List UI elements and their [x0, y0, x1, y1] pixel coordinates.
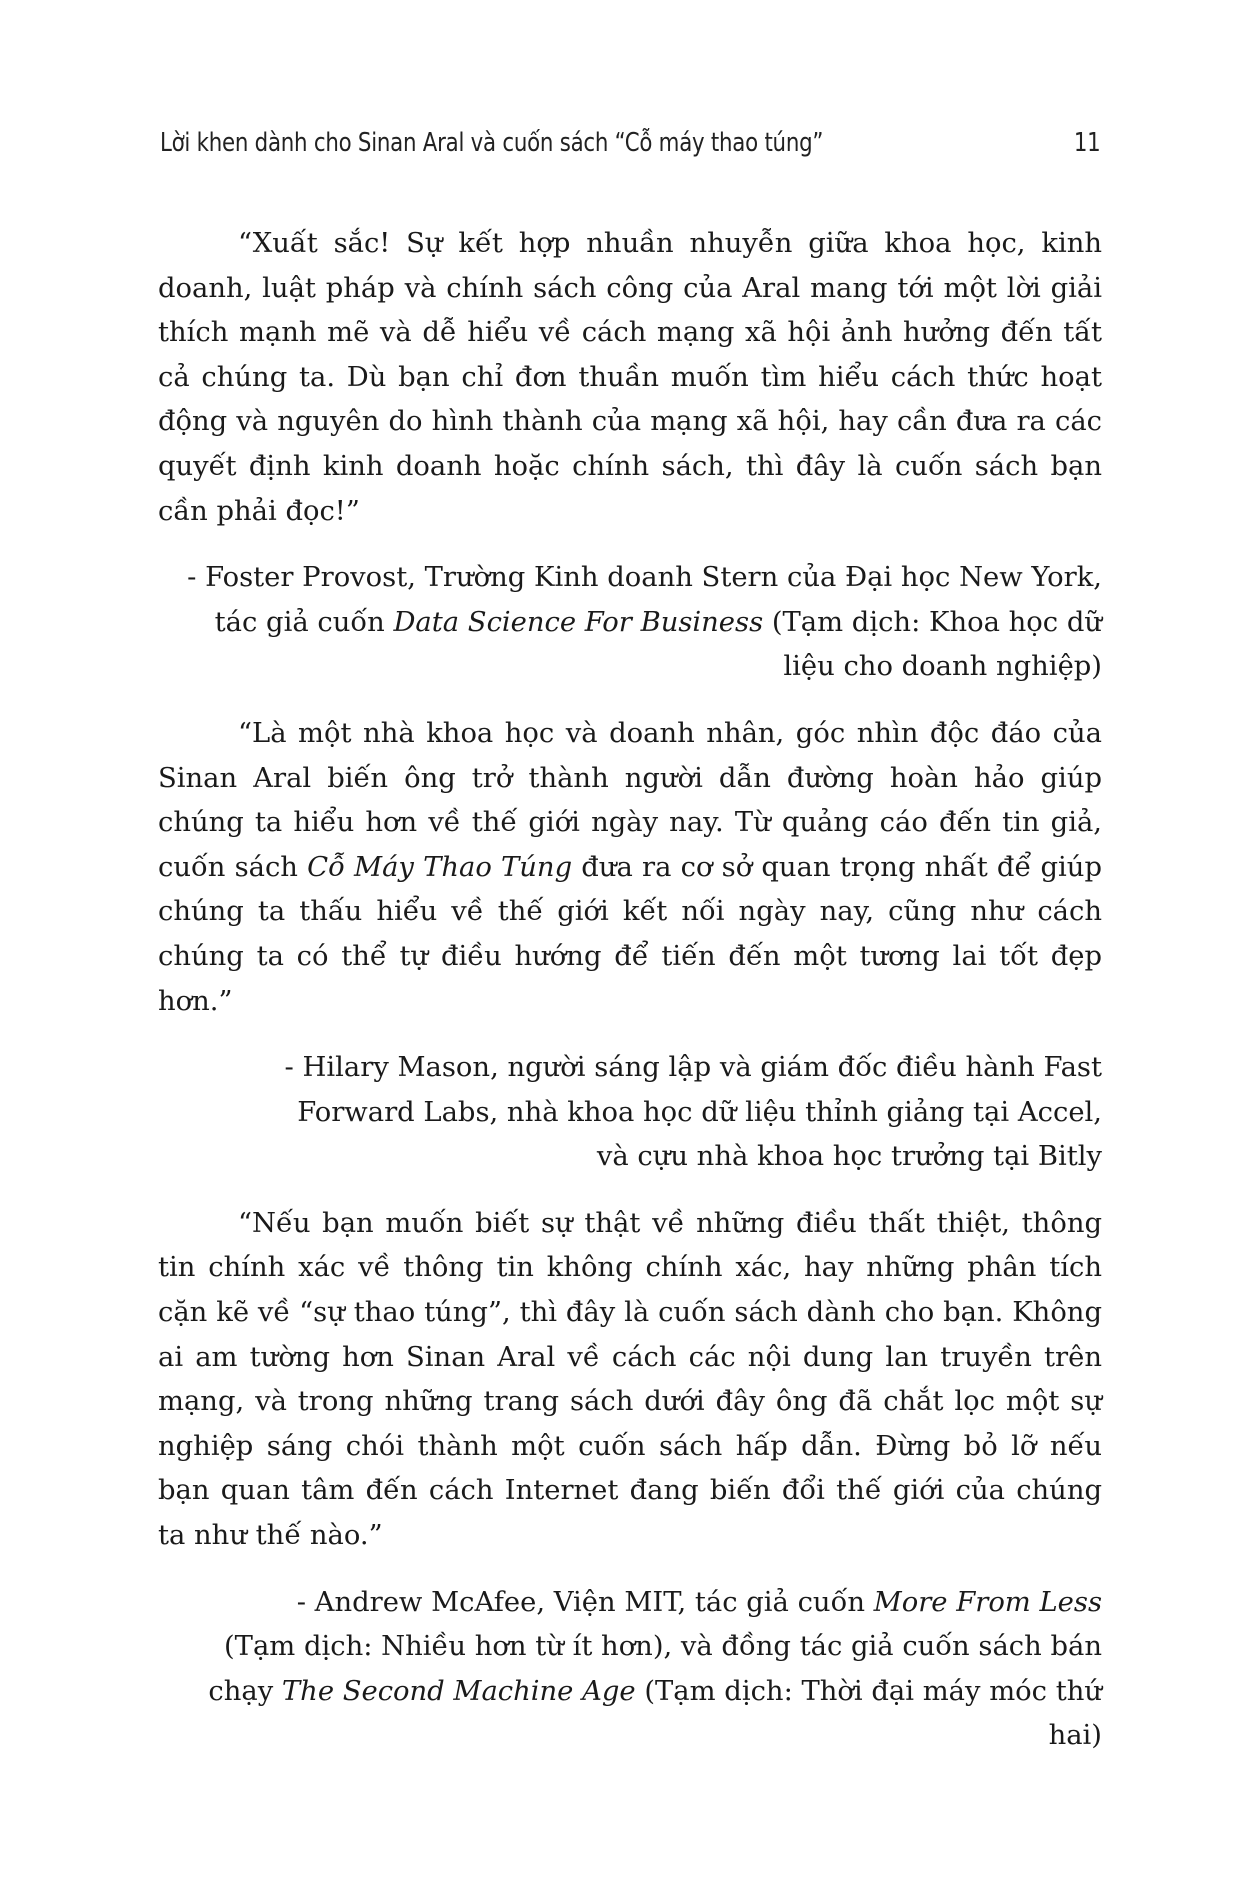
book-title-co-may-thao-tung: Cỗ Máy Thao Túng — [307, 851, 573, 883]
page-content — [158, 222, 1102, 1759]
quote-text: “Là một nhà khoa học và doanh nhân, góc nhìn độc đáo của Sinan Aral biến ông trở thành người dẫn đường hoàn hảo giúp chúng ta hiểu hơn về thế giới ngày nay. Từ quảng cáo đến tin giả, cuốn sách — [158, 717, 1102, 883]
attribution-line: Forward Labs, nhà khoa học dữ liệu thỉnh giảng tại Accel, — [297, 1096, 1102, 1128]
attribution-hilary-mason — [158, 1046, 1102, 1180]
attribution-line: (Tạm dịch: Nhiều hơn từ ít hơn), và đồng tác giả cuốn sách bán — [224, 1631, 1102, 1663]
attribution-text: - Foster Provost, Trường Kinh doanh Stern của Đại học New York, tác giả cuốn — [187, 562, 1102, 638]
attribution-line: và cựu nhà khoa học trưởng tại Bitly — [596, 1141, 1102, 1173]
attribution-text: chạy — [208, 1675, 282, 1707]
attribution-andrew-mcafee — [158, 1581, 1102, 1759]
attribution-foster-provost — [158, 556, 1102, 690]
attribution-text: (Tạm dịch: Khoa học dữ liệu cho doanh nghiệp) — [763, 606, 1102, 683]
quote-text: đưa ra cơ sở quan trọng nhất để giúp chúng ta thấu hiểu về thế giới kết nối ngày nay, cũng như cách chúng ta có thể tự điều hướng để tiến đến một tương lai tốt đẹp hơn.” — [158, 851, 1102, 1017]
attribution-line: - Hilary Mason, người sáng lập và giám đốc điều hành Fast — [284, 1052, 1102, 1084]
attribution-text: - Andrew McAfee, Viện MIT, tác giả cuốn — [296, 1586, 874, 1618]
book-title-more-from-less: More From Less — [873, 1586, 1102, 1618]
book-title-data-science: Data Science For Business — [393, 606, 764, 638]
running-header — [160, 128, 1100, 178]
attribution-text: (Tạm dịch: Thời đại máy móc thứ hai) — [635, 1675, 1102, 1752]
quote-andrew-mcafee: “Nếu bạn muốn biết sự thật về những điều thất thiệt, thông tin chính xác về thông tin không chính xác, hay những phân tích cặn kẽ về “sự thao túng”, thì đây là cuốn sách dành cho bạn. Không ai am tường hơn Sinan Aral về cách các nội dung lan truyền trên mạng, và trong những trang sách dưới đây ông đã chắt lọc một sự nghiệp sáng chói thành một cuốn sách hấp dẫn. Đừng bỏ lỡ nếu bạn quan tâm đến cách Internet đang biến đổi thế giới của chúng ta như thế nào.” — [158, 1207, 1102, 1552]
page-number: 11 — [1073, 128, 1100, 158]
book-title-second-machine-age: The Second Machine Age — [281, 1675, 636, 1707]
header-title: Lời khen dành cho Sinan Aral và cuốn sách “Cỗ máy thao túng” — [160, 128, 824, 158]
quote-hilary-mason — [158, 712, 1102, 1024]
quote-foster-provost: “Xuất sắc! Sự kết hợp nhuần nhuyễn giữa khoa học, kinh doanh, luật pháp và chính sách công của Aral mang tới một lời giải thích mạnh mẽ và dễ hiểu về cách mạng xã hội ảnh hưởng đến tất cả chúng ta. Dù bạn chỉ đơn thuần muốn tìm hiểu cách thức hoạt động và nguyên do hình thành của mạng xã hội, hay cần đưa ra các quyết định kinh doanh hoặc chính sách, thì đây là cuốn sách bạn cần phải đọc!” — [158, 228, 1102, 527]
